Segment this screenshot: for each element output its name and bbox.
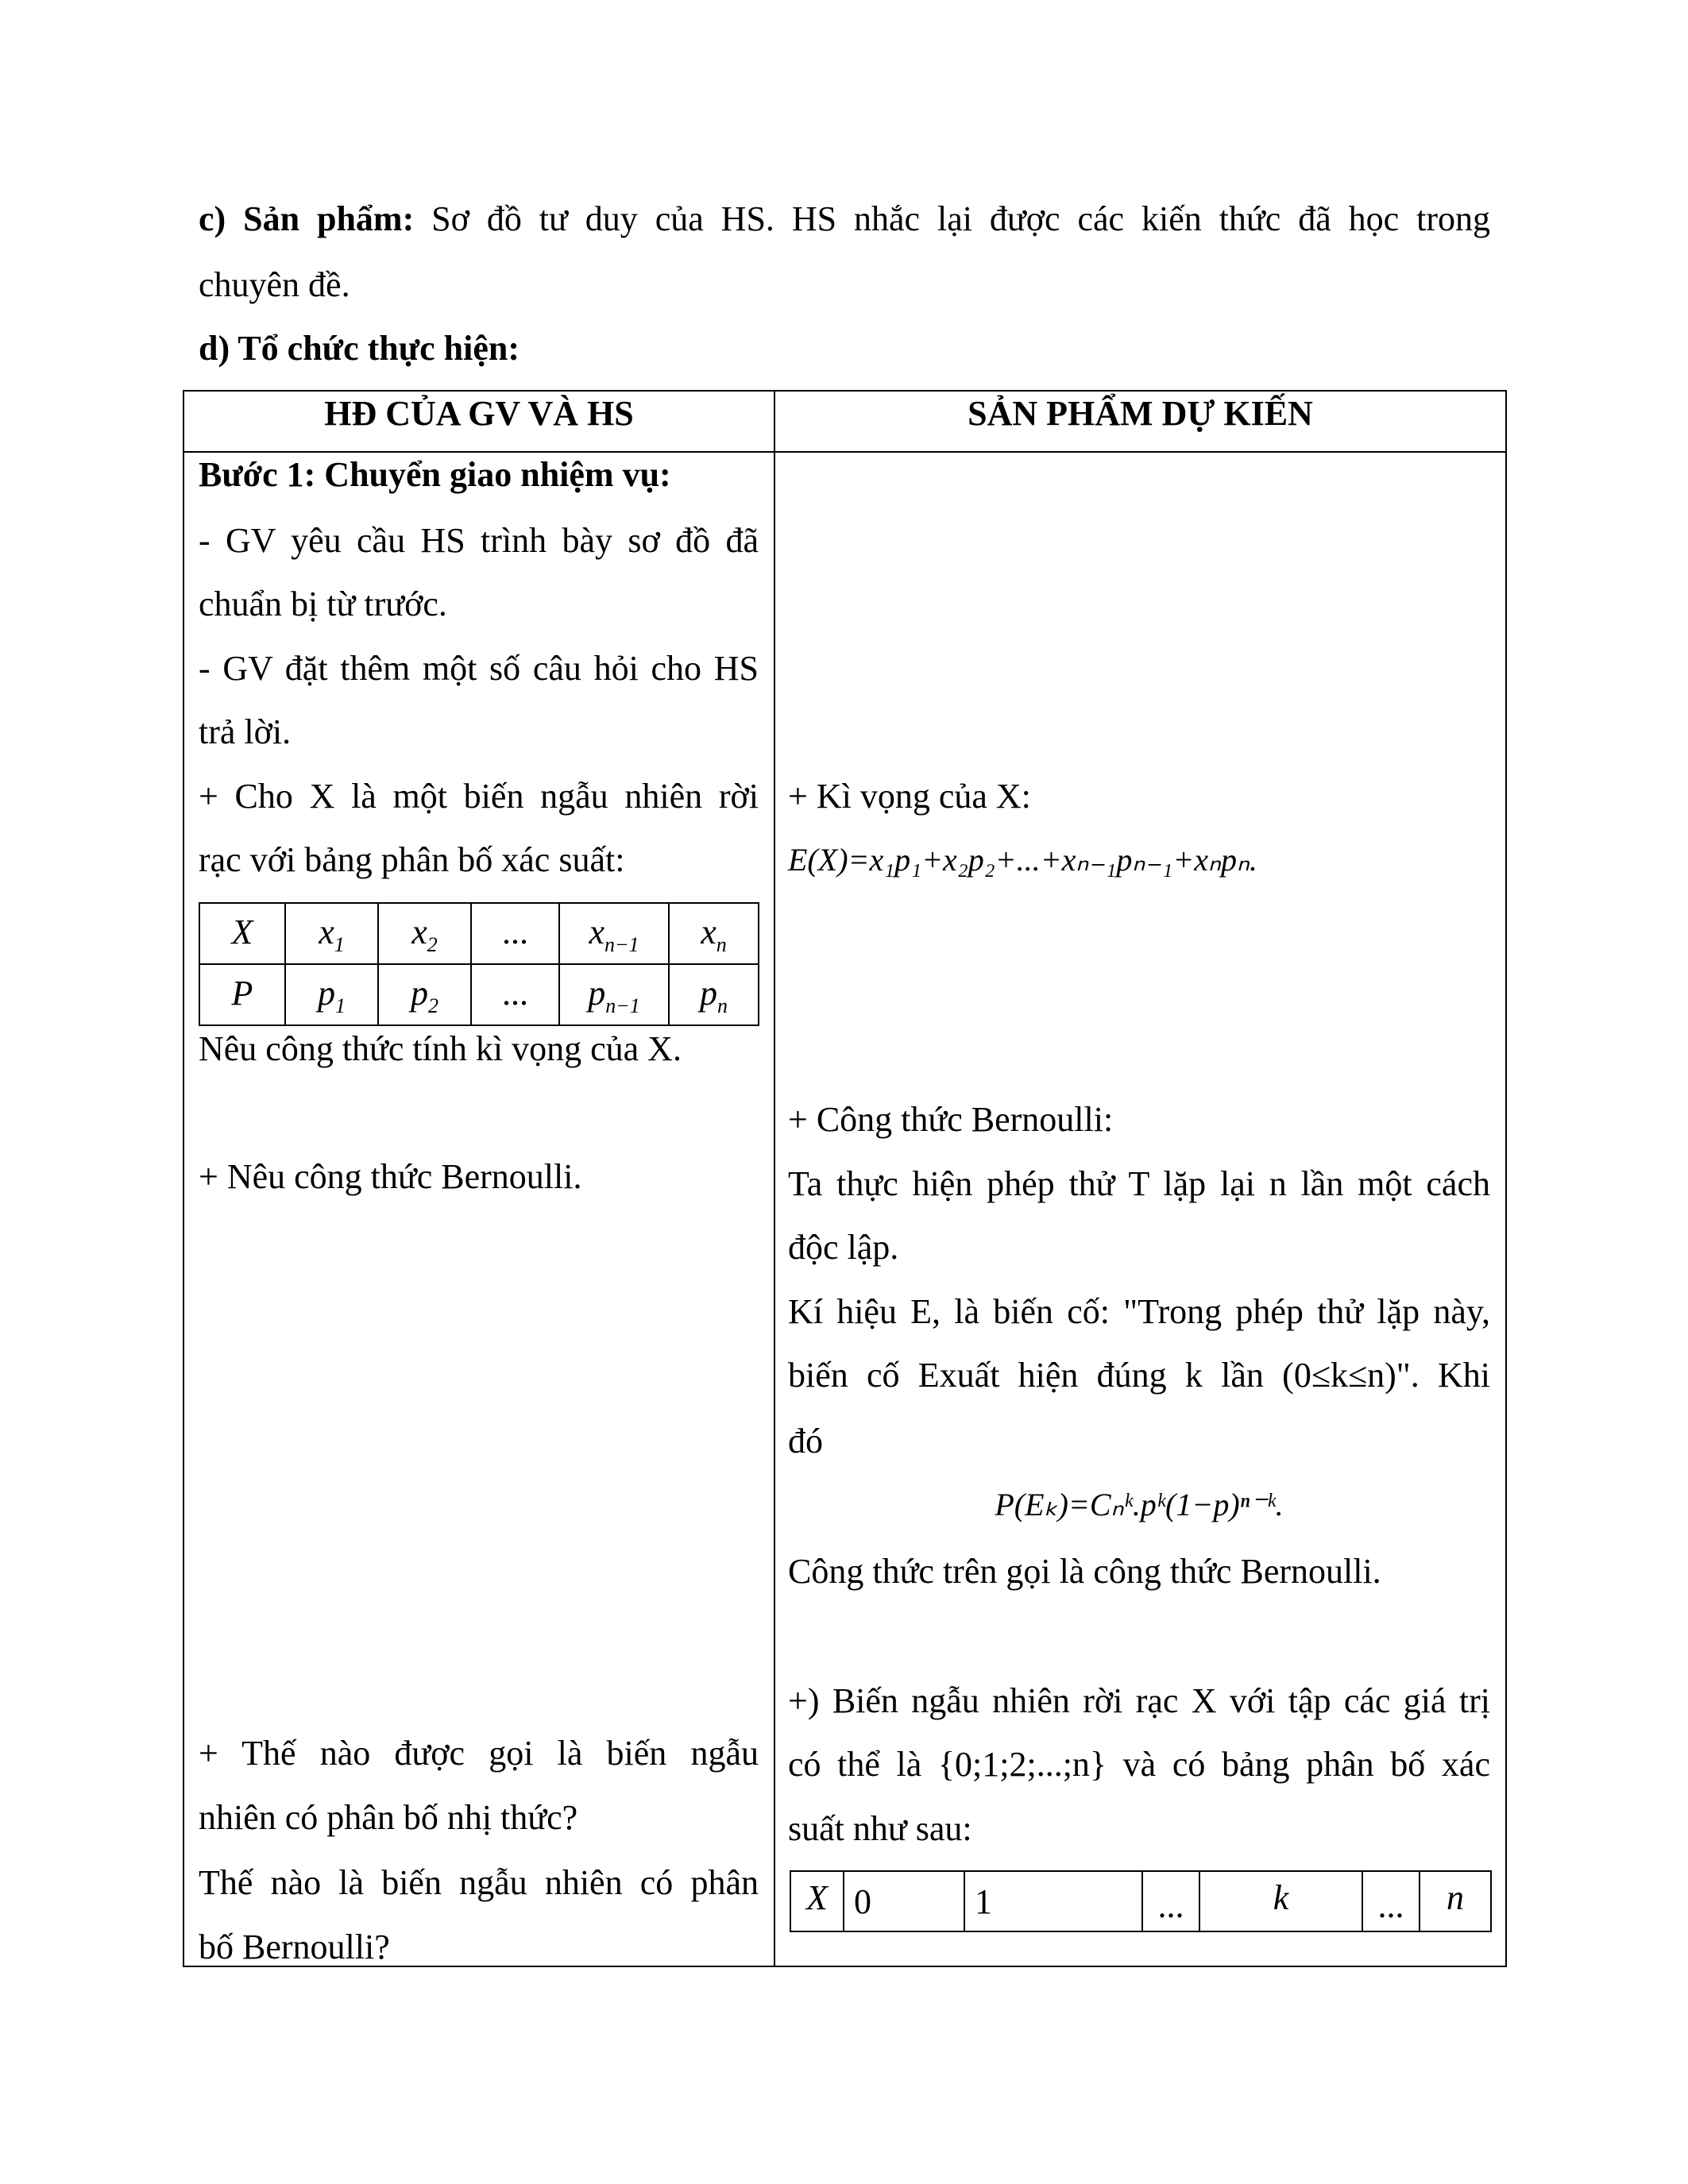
product-label: c) Sản phẩm: bbox=[199, 199, 415, 238]
binom-header-x: X bbox=[806, 1878, 828, 1917]
left-line: - GV yêu cầu HS trình bày sơ đồ đã bbox=[199, 521, 759, 560]
dist-cell: $p_2$ bbox=[411, 974, 438, 1017]
dist-cell: $x_2$ bbox=[411, 913, 438, 956]
left-line: + Cho X là một biến ngẫu nhiên rời bbox=[199, 777, 759, 816]
right-line: đó bbox=[788, 1422, 823, 1461]
left-line: trả lời. bbox=[199, 712, 292, 751]
step-1-heading: Bước 1: Chuyển giao nhiệm vụ: bbox=[199, 455, 671, 494]
header-teacher-student: HĐ CỦA GV VÀ HS bbox=[324, 394, 634, 433]
binom-cell: 1 bbox=[975, 1882, 992, 1921]
right-line: +) Biến ngẫu nhiên rời rạc X với tập các giá trị bbox=[788, 1681, 1490, 1720]
product-paragraph-line-2: chuyên đề. bbox=[199, 265, 350, 304]
dist-cell: $p_1$ bbox=[318, 974, 346, 1017]
product-text: Sơ đồ tư duy của HS. HS nhắc lại được các kiến thức đã học trong bbox=[431, 199, 1491, 238]
right-line: suất như sau: bbox=[788, 1809, 972, 1848]
binom-cell: n bbox=[1447, 1878, 1464, 1917]
left-line: nhiên có phân bố nhị thức? bbox=[199, 1798, 578, 1837]
binom-cell: k bbox=[1273, 1878, 1289, 1917]
left-line: - GV đặt thêm một số câu hỏi cho HS bbox=[199, 649, 759, 688]
product-paragraph-line-1 bbox=[199, 187, 1490, 251]
left-line: + Thế nào được gọi là biến ngẫu bbox=[199, 1734, 759, 1773]
right-line: độc lập. bbox=[788, 1228, 899, 1267]
dist-cell: $p_n$ bbox=[700, 974, 728, 1017]
dist-cell: $x_1$ bbox=[319, 913, 345, 956]
left-line: chuẩn bị từ trước. bbox=[199, 585, 447, 623]
expectation-formula: E(X)=x₁p₁+x₂p₂+...+xₙ₋₁pₙ₋₁+xₙpₙ. bbox=[788, 842, 1257, 878]
dist-cell: ... bbox=[502, 913, 528, 951]
dist-header-x: X bbox=[231, 913, 253, 951]
right-line: Kí hiệu E, là biến cố: "Trong phép thử lặp này, bbox=[788, 1292, 1490, 1331]
right-line: + Kì vọng của X: bbox=[788, 777, 1031, 816]
header-expected-product: SẢN PHẨM DỰ KIẾN bbox=[968, 394, 1313, 433]
dist-header-p: P bbox=[231, 974, 253, 1013]
binom-cell: ... bbox=[1157, 1886, 1184, 1925]
right-line: Công thức trên gọi là công thức Bernoulli. bbox=[788, 1552, 1381, 1591]
dist-cell: ... bbox=[502, 974, 528, 1013]
organization-heading: d) Tổ chức thực hiện: bbox=[199, 329, 520, 368]
binom-cell: ... bbox=[1377, 1886, 1404, 1925]
left-line: rạc với bảng phân bố xác suất: bbox=[199, 840, 625, 879]
binom-cell: 0 bbox=[854, 1882, 871, 1921]
bernoulli-formula: P(Eₖ)=Cₙᵏ.pᵏ(1−p)ⁿ⁻ᵏ. bbox=[995, 1487, 1284, 1522]
dist-cell: $x_n$ bbox=[701, 913, 727, 956]
left-line: Thế nào là biến ngẫu nhiên có phân bbox=[199, 1863, 759, 1902]
right-line: Ta thực hiện phép thử T lặp lại n lần một cách bbox=[788, 1164, 1490, 1203]
right-line: + Công thức Bernoulli: bbox=[788, 1100, 1114, 1139]
dist-cell: $p_{n-1}$ bbox=[588, 974, 640, 1017]
right-line: có thể là {0;1;2;...;n} và có bảng phân bố xác bbox=[788, 1745, 1490, 1784]
right-line: biến cố Exuất hiện đúng k lần (0≤k≤n)". Khi bbox=[788, 1356, 1490, 1395]
left-line: Nêu công thức tính kì vọng của X. bbox=[199, 1029, 682, 1068]
dist-cell: $x_{n-1}$ bbox=[589, 913, 639, 956]
left-line: + Nêu công thức Bernoulli. bbox=[199, 1157, 582, 1196]
left-line: bố Bernoulli? bbox=[199, 1927, 390, 1966]
